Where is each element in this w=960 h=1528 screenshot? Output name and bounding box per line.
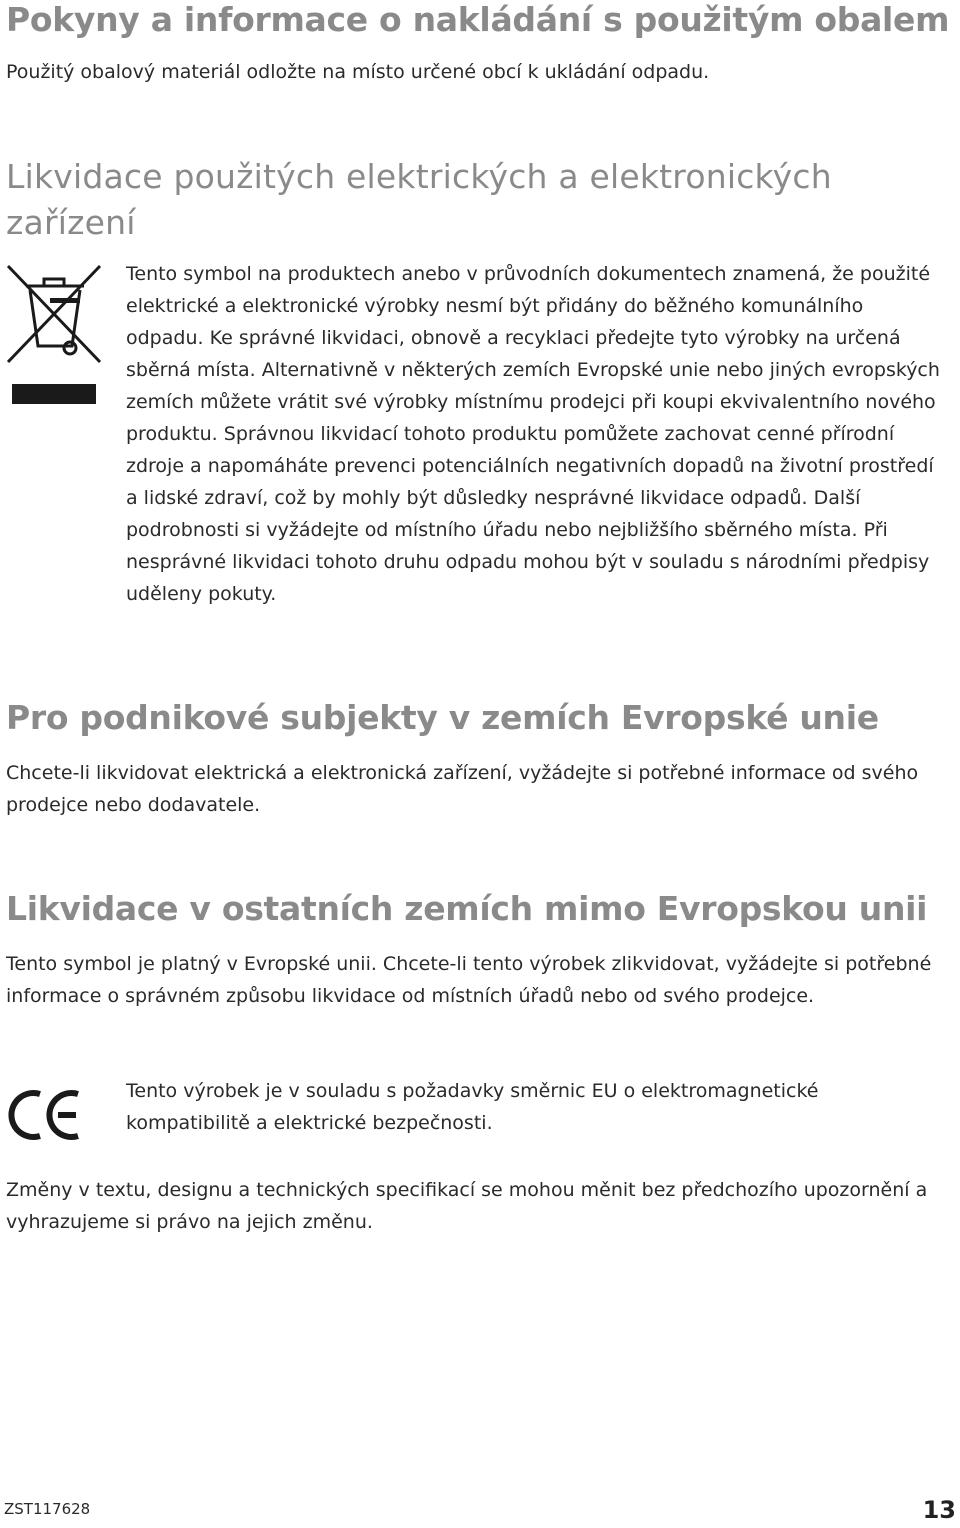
packaging-heading: Pokyny a informace o nakládání s použitým obalem (6, 0, 950, 39)
other-countries-text: Tento symbol je platný v Evropské unii. Chcete-li tento výrobek zlikvidovat, vyžádejte si potřebné informace o správném způsobu likvidace od místních úřadů nebo od svého prodejce. (6, 953, 932, 1007)
changes-notice-text: Změny v textu, designu a technických specifikací se mohou měnit bez předchozího upozornění a vyhrazujeme si právo na jejich změnu. (6, 1179, 928, 1233)
other-countries-heading: Likvidace v ostatních zemích mimo Evropskou unii (6, 889, 928, 928)
weee-heading: Likvidace použitých elektrických a elektronických zařízení (6, 157, 832, 242)
packaging-text: Použitý obalový materiál odložte na místo určené obcí k ukládání odpadu. (6, 61, 710, 83)
crossed-out-wheelie-bin-icon (4, 262, 104, 410)
corporate-text: Chcete-li likvidovat elektrická a elektronická zařízení, vyžádejte si potřebné informace od svého prodejce nebo dodavatele. (6, 762, 919, 816)
ce-mark-icon (8, 1086, 84, 1144)
corporate-heading: Pro podnikové subjekty v zemích Evropské unie (6, 698, 879, 737)
weee-text: Tento symbol na produktech anebo v průvodních dokumentech znamená, že použité elektrické a elektronické výrobky nesmí být přidány do běžného komunálního odpadu. Ke správné likvidaci, obnově a recyklaci předejte tyto výrobky na určená sběrná místa. Alternativně v některých zemích Evropské unie nebo jiných evropských zemích můžete vrátit své výrobky místnímu prodejci při koupi ekvivalentního nového produktu. Správnou likvidací tohoto produktu pomůžete zachovat cenné přírodní zdroje a napomáháte prevenci potenciálních negativních dopadů na životní prostředí a lidské zdraví, což by mohly být důsledky nesprávné likvidace odpadů. Další podrobnosti si vyžádejte od místního úřadu nebo nejbližšího sběrného místa. Při nesprávné likvidaci tohoto druhu odpadu mohou být v souladu s národními předpisy uděleny pokuty. (126, 263, 940, 605)
page-number: 13 (922, 1496, 956, 1524)
ce-text: Tento výrobek je v souladu s požadavky směrnic EU o elektromagnetické kompatibilitě a elektrické bezpečnosti. (126, 1080, 819, 1134)
footer-code: ZST117628 (4, 1500, 91, 1518)
